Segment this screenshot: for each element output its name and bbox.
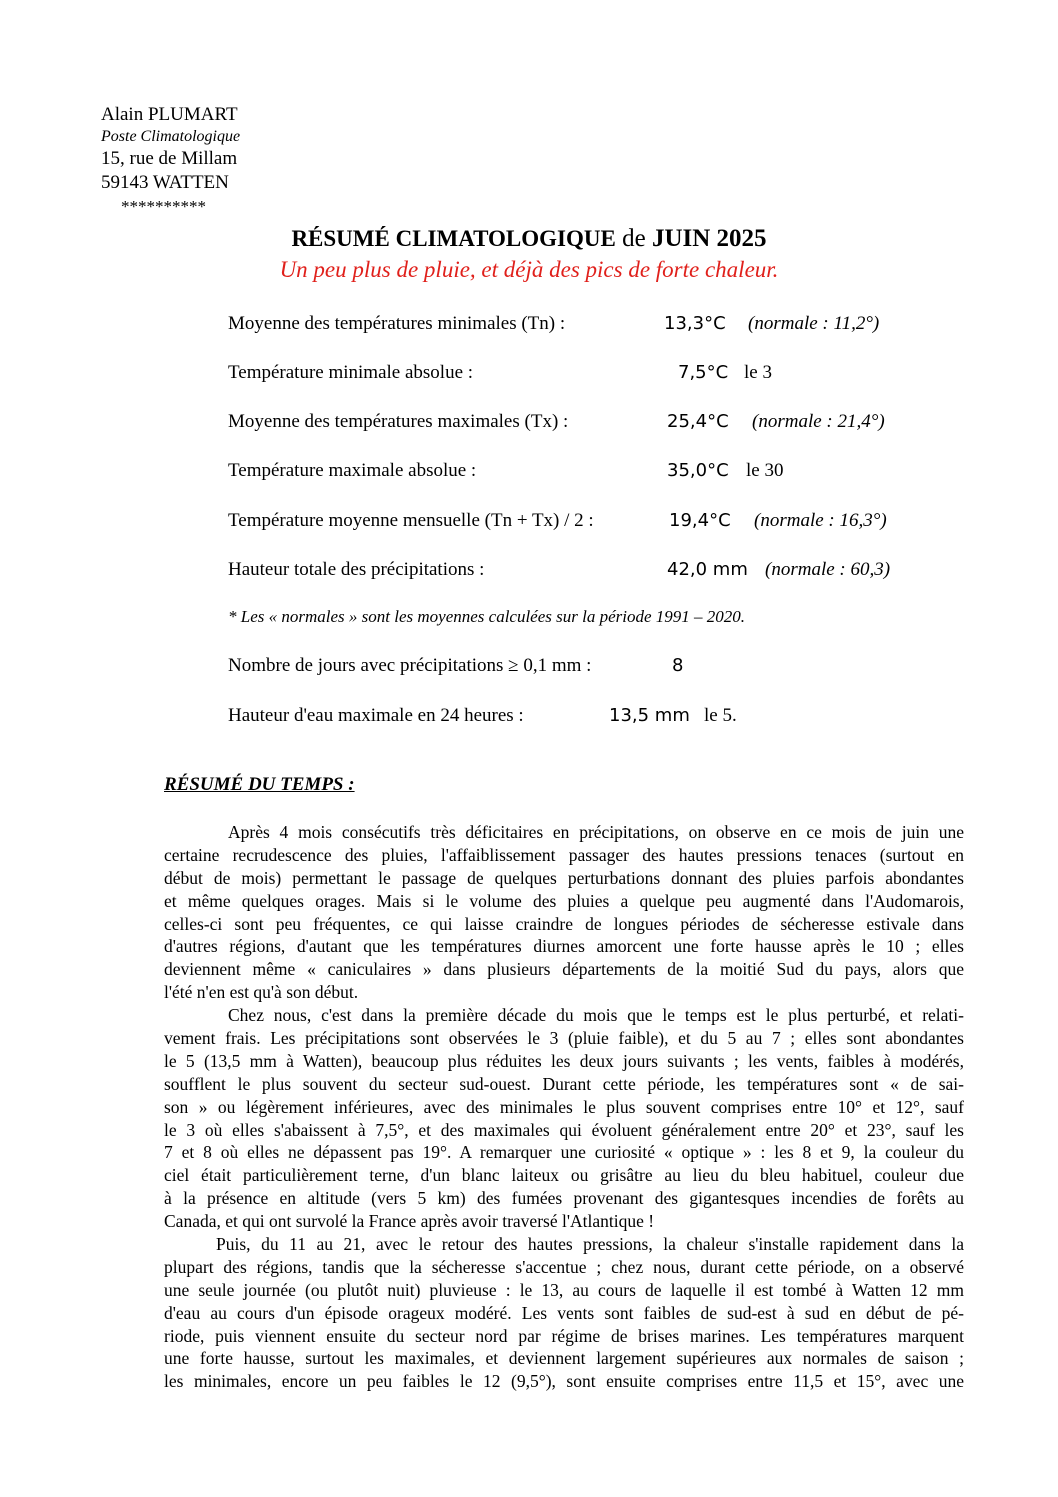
- paragraph-line: plupart des régions, tandis que la sécheresse s'accentue ; chez nous, durant cette période, on a observé: [164, 1256, 964, 1277]
- paragraph-line: certaine recrudescence des pluies, l'affaiblissement passager des hautes pressions tenaces (surtout en: [164, 844, 964, 865]
- tn-abs-value: 7,5°C: [678, 362, 729, 383]
- tx-abs-date: le 30: [746, 460, 784, 481]
- title-main: RÉSUMÉ CLIMATOLOGIQUE: [291, 226, 616, 251]
- paragraph-line: celles-ci sont peu fréquentes, ce qui laisse craindre de longues périodes de sécheresse estivale dans: [164, 913, 964, 934]
- street-address: 15, rue de Millam: [101, 148, 238, 169]
- precip-label: Hauteur totale des précipitations :: [228, 559, 485, 580]
- tx-mean-normal: (normale : 21,4°): [752, 411, 885, 432]
- author-name: Alain PLUMART: [101, 104, 238, 125]
- paragraph-line: l'été n'en est qu'à son début.: [164, 982, 359, 1003]
- tn-mean-value: 13,3°C: [664, 313, 726, 334]
- paragraph-line: Puis, du 11 au 21, avec le retour des hautes pressions, la chaleur s'installe rapidement dans la: [216, 1234, 964, 1255]
- rain-days-label: Nombre de jours avec précipitations ≥ 0,1 mm :: [228, 655, 592, 676]
- tx-mean-label: Moyenne des températures maximales (Tx) :: [228, 411, 569, 432]
- summary-text: [164, 821, 964, 1393]
- title-month: JUIN 2025: [651, 225, 767, 252]
- tx-mean-value: 25,4°C: [667, 411, 729, 432]
- paragraph-line: son » ou légèrement inférieures, avec des minimales le plus souvent comprises entre 10° et 12°, sauf: [164, 1096, 964, 1117]
- title-de: de: [615, 225, 652, 252]
- paragraph-line: et même quelques orages. Mais si le volume des pluies a quelque peu augmenté dans l'Audomarois,: [164, 890, 964, 911]
- t-mean-label: Température moyenne mensuelle (Tn + Tx) / 2 :: [228, 510, 594, 531]
- paragraph-line: le 3 où elles s'abaissent à 7,5°, et des maximales qui évoluent généralement entre 20° et 23°, sauf les: [164, 1119, 964, 1140]
- summary-heading: RÉSUMÉ DU TEMPS :: [164, 774, 355, 795]
- paragraph-line: début de mois) permettant le passage de quelques perturbations donnant des pluies parfois abondantes: [164, 867, 964, 888]
- normals-footnote: * Les « normales » sont les moyennes calculées sur la période 1991 – 2020.: [228, 607, 746, 626]
- precip-normal: (normale : 60,3): [765, 559, 891, 580]
- t-mean-normal: (normale : 16,3°): [754, 510, 887, 531]
- rain-days-value: 8: [672, 655, 684, 676]
- tx-abs-label: Température maximale absolue :: [228, 460, 477, 481]
- paragraph-line: vement frais. Les précipitations sont observées le 3 (pluie faible), et du 5 au 7 ; elles sont abondantes: [164, 1028, 964, 1049]
- paragraph-line: d'eau au cours d'un épisode orageux modéré. Les vents sont faibles de sud-est à sud en début de pé-: [164, 1302, 964, 1323]
- paragraph-line: Canada, et qui ont survolé la France après avoir traversé l'Atlantique !: [164, 1211, 655, 1232]
- precip-value: 42,0 mm: [667, 559, 748, 580]
- paragraph-line: une seule journée (ou plutôt nuit) pluvieuse : le 13, au cours de laquelle il est tombé à Watten 12 mm: [164, 1279, 964, 1300]
- tn-mean-label: Moyenne des températures minimales (Tn) :: [228, 313, 566, 334]
- paragraph-line: à la présence en altitude (vers 5 km) des fumées provenant des gigantesques incendies de forêts au: [164, 1188, 964, 1209]
- t-mean-value: 19,4°C: [669, 510, 731, 531]
- paragraph-line: le 5 (13,5 mm à Watten), beaucoup plus réduites les deux jours suivants ; les vents, faibles à modérés,: [164, 1050, 964, 1071]
- paragraph-line: deviennent même « caniculaires » dans plusieurs départements de la moitié Sud du pays, alors que: [164, 959, 964, 980]
- paragraph-line: Après 4 mois consécutifs très déficitaires en précipitations, on observe en ce mois de juin une: [228, 822, 964, 842]
- paragraph-line: les minimales, encore un peu faibles le 12 (9,5°), sont ensuite comprises entre 11,5 et 15°, avec une: [164, 1371, 964, 1392]
- separator: **********: [121, 197, 206, 216]
- tn-abs-label: Température minimale absolue :: [228, 362, 474, 383]
- paragraph-line: 7 et 8 où elles ne dépassent pas 19°. A remarquer une curiosité « optique » : les 8 et 9, la couleur du: [164, 1142, 964, 1163]
- tn-mean-normal: (normale : 11,2°): [748, 313, 880, 334]
- max24h-date: le 5.: [704, 705, 737, 726]
- page-title: [0, 225, 1058, 253]
- city-address: 59143 WATTEN: [101, 172, 229, 193]
- paragraph-line: Chez nous, c'est dans la première décade du mois que le temps est le plus perturbé, et relati-: [228, 1005, 964, 1026]
- paragraph-line: soufflent le plus souvent du secteur sud-ouest. Durant cette période, les températures sont « de sai-: [164, 1073, 964, 1094]
- paragraph-line: d'autres régions, d'autant que les températures diurnes amorcent une forte hausse après le 10 ; elles: [164, 936, 964, 957]
- page-subtitle: Un peu plus de pluie, et déjà des pics de forte chaleur.: [279, 257, 779, 282]
- paragraph-line: riode, puis viennent ensuite du secteur nord par régime de brises marines. Les températures marquent: [164, 1325, 964, 1346]
- tx-abs-value: 35,0°C: [667, 460, 729, 481]
- max24h-label: Hauteur d'eau maximale en 24 heures :: [228, 705, 524, 726]
- tn-abs-date: le 3: [744, 362, 772, 383]
- station-type: Poste Climatologique: [101, 128, 241, 145]
- max24h-value: 13,5 mm: [609, 705, 690, 726]
- paragraph-line: une forte hausse, surtout les maximales, et deviennent largement supérieures aux normales de saison ;: [164, 1348, 964, 1369]
- paragraph-line: ciel était particulièrement terne, d'un blanc laiteux ou grisâtre au lieu du bleu habituel, couleur due: [164, 1165, 964, 1186]
